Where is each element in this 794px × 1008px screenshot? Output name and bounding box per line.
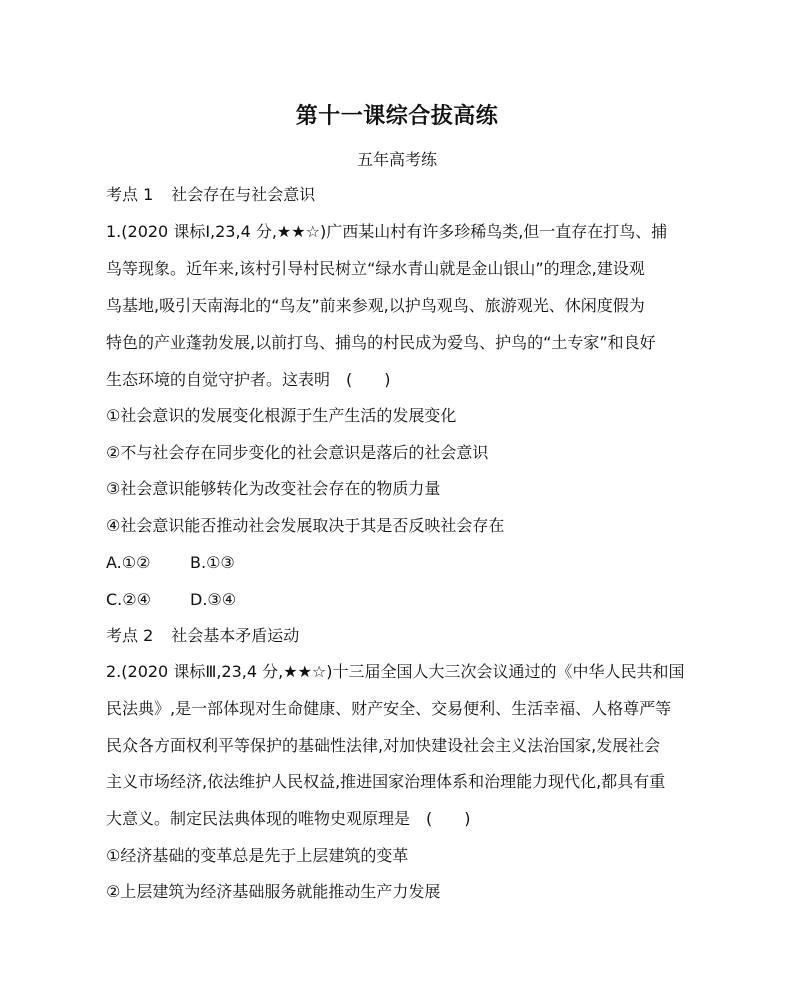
section-label: 考点 2 — [106, 626, 154, 645]
question-2-item-1: ①经济基础的变革总是先于上层建筑的变革 — [106, 846, 409, 865]
option-b: B.①③ — [190, 553, 235, 572]
question-2-line-4: 主义市场经济,依法维护人民权益,推进国家治理体系和治理能力现代化,都具有重 — [106, 772, 666, 791]
question-1-item-4: ④社会意识能否推动社会发展取决于其是否反映社会存在 — [106, 516, 505, 535]
section-topic: 社会存在与社会意识 — [171, 185, 316, 204]
page-title: 第十一课综合拔高练 — [295, 104, 499, 129]
section-topic: 社会基本矛盾运动 — [171, 626, 300, 645]
question-1-options-row-2 — [106, 590, 236, 610]
section-heading-1 — [106, 185, 315, 205]
question-1-options-row-1 — [106, 553, 235, 573]
question-2-item-2: ②上层建筑为经济基础服务就能推动生产力发展 — [106, 882, 441, 901]
question-1-item-1: ①社会意识的发展变化根源于生产生活的发展变化 — [106, 406, 457, 425]
question-1-item-2: ②不与社会存在同步变化的社会意识是落后的社会意识 — [106, 443, 489, 462]
question-1-item-3: ③社会意识能够转化为改变社会存在的物质力量 — [106, 479, 441, 498]
option-d: D.③④ — [190, 590, 237, 609]
question-2-line-2: 民法典》,是一部体现对生命健康、财产安全、交易便利、生活幸福、人格尊严等 — [106, 699, 672, 718]
question-1-line-1: 1.(2020 课标Ⅰ,23,4 分,★★☆)广西某山村有许多珍稀鸟类,但一直存在打鸟、捕 — [106, 222, 668, 241]
section-heading-2 — [106, 626, 299, 646]
question-1-line-4: 特色的产业蓬勃发展,以前打鸟、捕鸟的村民成为爱鸟、护鸟的“土专家”和良好 — [106, 333, 656, 352]
question-1-line-2: 鸟等现象。近年来,该村引导村民树立“绿水青山就是金山银山”的理念,建设观 — [106, 259, 645, 278]
question-1-line-5: 生态环境的自觉守护者。这表明 ( ) — [106, 370, 391, 389]
question-2-line-5: 大意义。制定民法典体现的唯物史观原理是 ( ) — [106, 809, 471, 828]
section-label: 考点 1 — [106, 185, 154, 204]
question-1-line-3: 鸟基地,吸引天南海北的“鸟友”前来参观,以护鸟观鸟、旅游观光、休闲度假为 — [106, 296, 645, 315]
question-2-line-1: 2.(2020 课标Ⅲ,23,4 分,★★☆)十三届全国人大三次会议通过的《中华人民共和国 — [106, 662, 685, 681]
question-2-line-3: 民众各方面权利平等保护的基础性法律,对加快建设社会主义法治国家,发展社会 — [106, 736, 661, 755]
option-c: C.②④ — [106, 590, 151, 609]
option-a: A.①② — [106, 553, 151, 572]
page-subtitle: 五年高考练 — [356, 150, 437, 169]
